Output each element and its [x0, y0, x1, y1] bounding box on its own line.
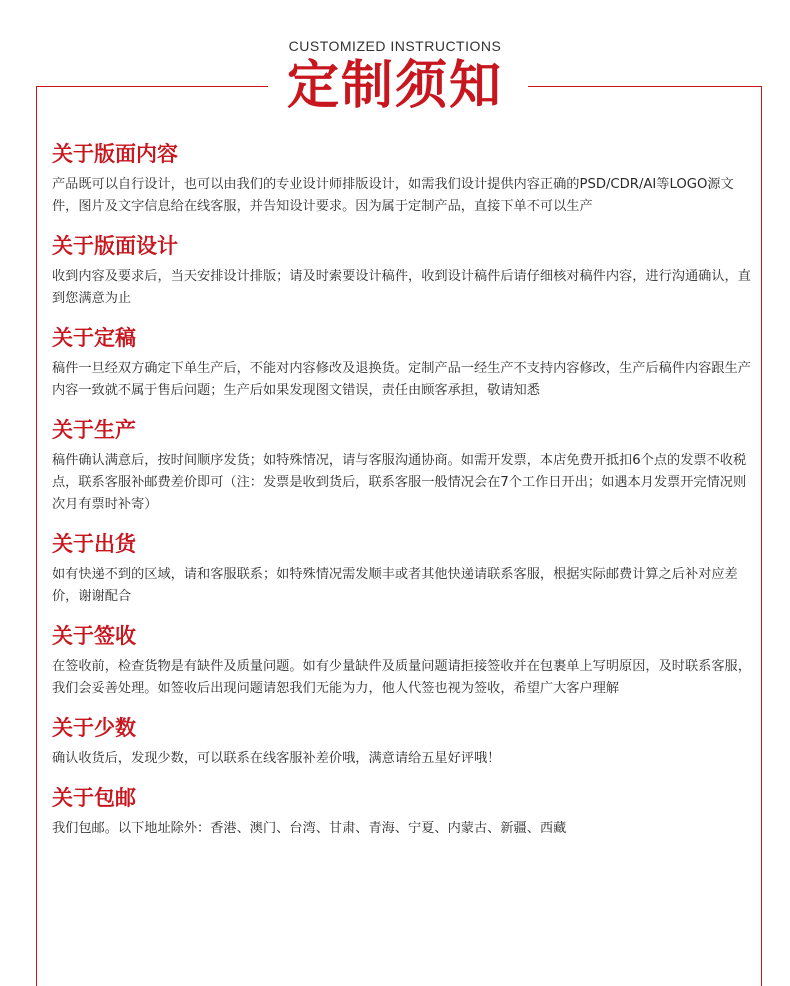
section-heading: 关于少数: [52, 716, 136, 740]
section-body: 收到内容及要求后，当天安排设计排版；请及时索要设计稿件，收到设计稿件后请仔细核对稿件内容，进行沟通确认，直到您满意为止: [52, 269, 751, 306]
section-heading: 关于签收: [52, 624, 136, 648]
section-final-draft: [52, 324, 752, 402]
section-shipping: [52, 530, 752, 608]
section-body: 如有快递不到的区域，请和客服联系；如特殊情况需发顺丰或者其他快递请联系客服，根据实际邮费计算之后补对应差价，谢谢配合: [52, 567, 738, 604]
section-heading: 关于出货: [52, 532, 136, 556]
section-body: 我们包邮。以下地址除外：香港、澳门、台湾、甘肃、青海、宁夏、内蒙古、新疆、西藏: [52, 821, 567, 836]
page-title: 定制须知: [286, 56, 503, 116]
section-receipt: [52, 622, 752, 700]
section-body: 稿件确认满意后，按时间顺序发货；如特殊情况，请与客服沟通协商。如需开发票，本店免费开抵扣6个点的发票不收税点，联系客服补邮费差价即可（注：发票是收到货后，联系客服一般情况会在7个工作日开出；如遇本月发票开完情况则次月有票时补寄）: [52, 453, 747, 512]
section-layout-design: [52, 232, 752, 310]
instructions-content: [52, 132, 752, 854]
section-missing-items: [52, 714, 752, 770]
page-subtitle: CUSTOMIZED INSTRUCTIONS: [288, 38, 502, 54]
section-body: 稿件一旦经双方确定下单生产后，不能对内容修改及退换货。定制产品一经生产不支持内容修改，生产后稿件内容跟生产内容一致就不属于售后问题；生产后如果发现图文错误，责任由顾客承担，敬请知悉: [52, 361, 751, 398]
section-heading: 关于定稿: [52, 326, 136, 350]
section-body: 在签收前，检查货物是有缺件及质量问题。如有少量缺件及质量问题请拒接签收并在包裹单上写明原因，及时联系客服，我们会妥善处理。如签收后出现问题请恕我们无能为力，他人代签也视为签收，希望广大客户理解: [52, 659, 751, 696]
section-layout-content: [52, 140, 752, 218]
section-free-shipping: [52, 784, 752, 840]
section-heading: 关于包邮: [52, 786, 136, 810]
section-body: 确认收货后，发现少数，可以联系在线客服补差价哦，满意请给五星好评哦！: [52, 751, 501, 766]
section-heading: 关于生产: [52, 418, 136, 442]
section-production: [52, 416, 752, 516]
section-heading: 关于版面设计: [52, 234, 178, 258]
section-body: 产品既可以自行设计，也可以由我们的专业设计师排版设计，如需我们设计提供内容正确的PSD/CDR/AI等LOGO源文件，图片及文字信息给在线客服，并告知设计要求。因为属于定制产品，直接下单不可以生产: [52, 177, 734, 214]
section-heading: 关于版面内容: [52, 142, 178, 166]
